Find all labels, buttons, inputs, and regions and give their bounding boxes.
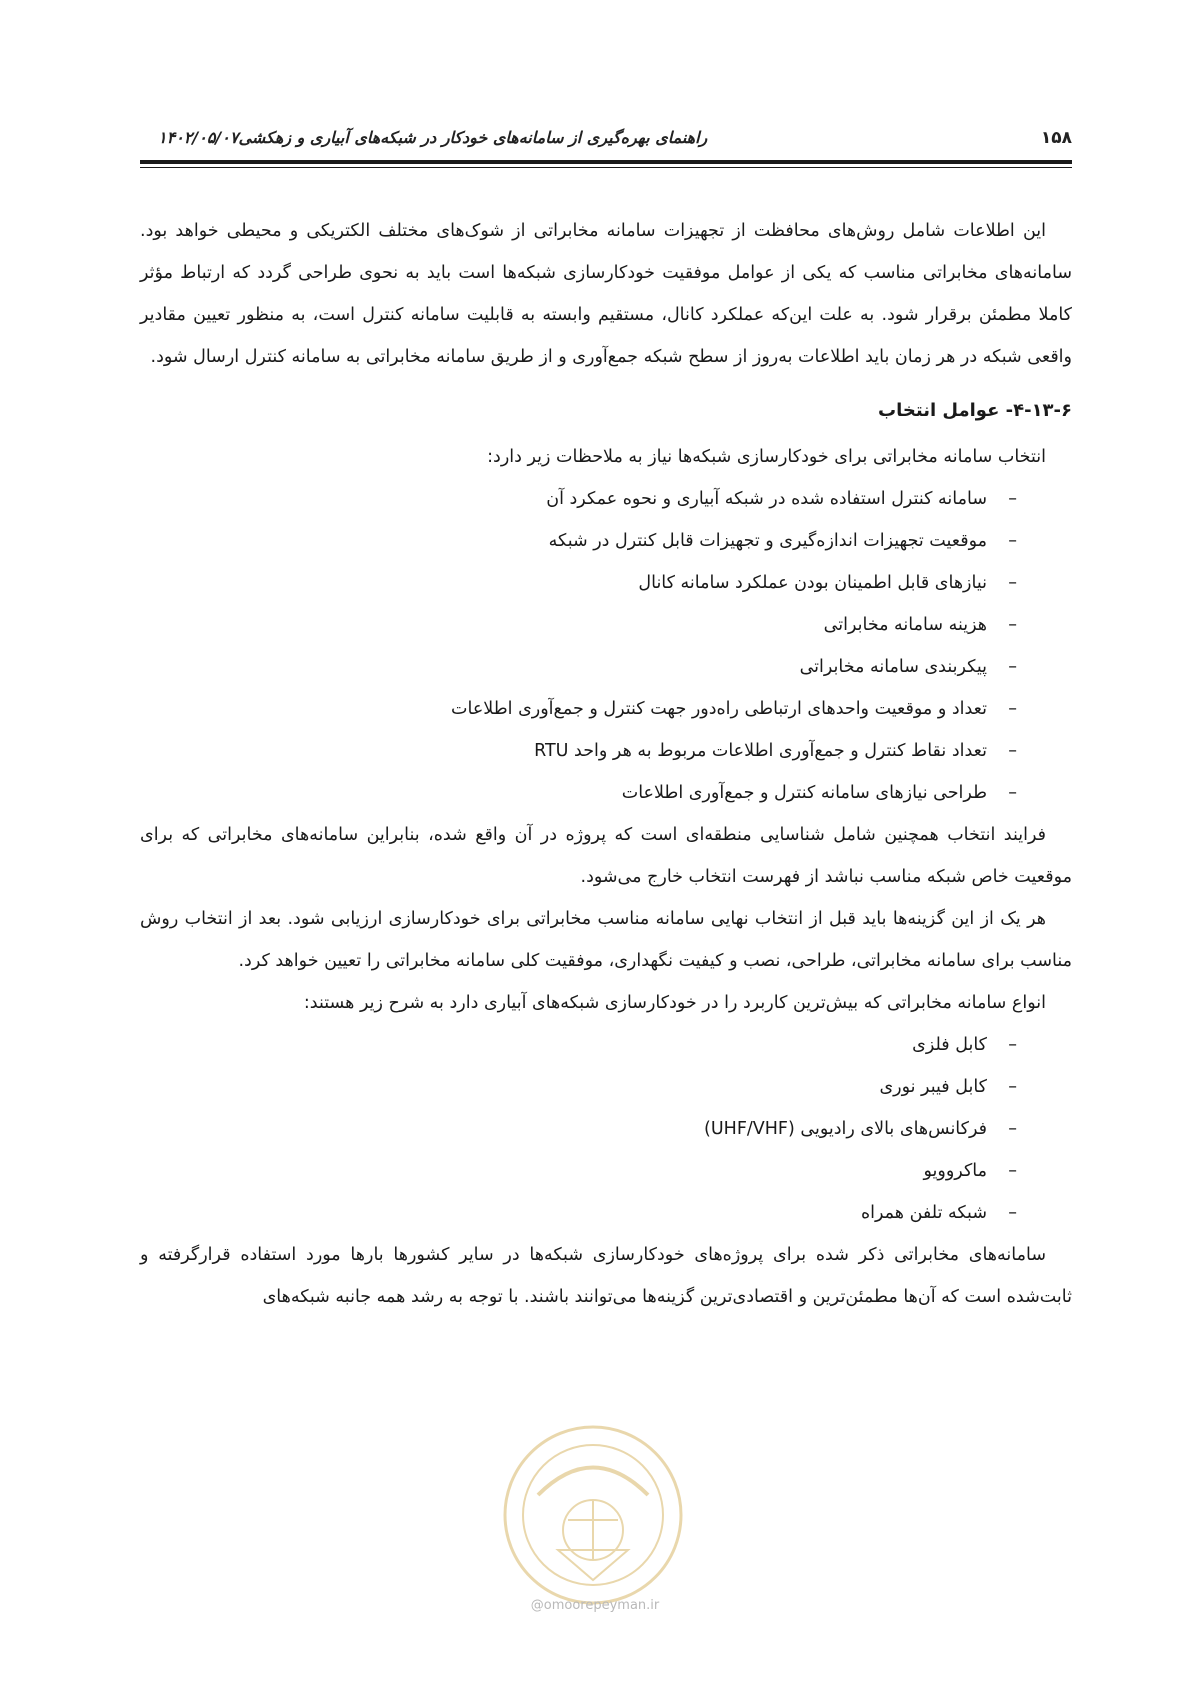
list-item: –کابل فیبر نوری	[140, 1066, 1017, 1108]
bullet-marker: –	[1008, 699, 1017, 719]
list-item: –هزینه سامانه مخابراتی	[140, 604, 1017, 646]
bullet-marker: –	[1008, 489, 1017, 509]
paragraph-evaluation: هر یک از این گزینه‌ها باید قبل از انتخاب نهایی سامانه مناسب مخابراتی برای خودکارسازی ارزیابی شود. بعد از انتخاب روش مناسب برای سامانه مخابراتی، طراحی، نصب و کیفیت نگهداری، موفقیت کلی سامانه مخابراتی را تعیین خواهد کرد.	[140, 909, 1072, 971]
bullet-marker: –	[1008, 1035, 1017, 1055]
page-number: ۱۵۸	[1040, 128, 1072, 148]
bullet-marker: –	[1008, 657, 1017, 677]
paragraph-selection-intro: انتخاب سامانه مخابراتی برای خودکارسازی شبکه‌ها نیاز به ملاحظات زیر دارد:	[487, 447, 1046, 467]
bullet-marker: –	[1008, 531, 1017, 551]
watermark-url: @omoorepeyman.ir	[530, 1598, 660, 1613]
body-text	[140, 210, 1072, 1318]
bullet-marker: –	[1008, 615, 1017, 635]
list-item: –پیکربندی سامانه مخابراتی	[140, 646, 1017, 688]
section-heading: ۴-۱۳-۶- عوامل انتخاب	[878, 400, 1072, 421]
bullet-marker: –	[1008, 1203, 1017, 1223]
running-header	[140, 124, 1072, 152]
list-item: –شبکه تلفن همراه	[140, 1192, 1017, 1234]
list-item: –طراحی نیازهای سامانه کنترل و جمع‌آوری اطلاعات	[140, 772, 1017, 814]
header-date: ۱۴۰۲/۰۵/۰۷	[158, 128, 239, 147]
bullet-marker: –	[1008, 1119, 1017, 1139]
header-rule-thick	[140, 160, 1072, 164]
list-item: –نیازهای قابل اطمینان بودن عملکرد سامانه کانال	[140, 562, 1017, 604]
paragraph-region: فرایند انتخاب همچنین شامل شناسایی منطقه‌ای است که پروژه در آن واقع شده، بنابراین سامانه‌های مخابراتی که برای موقعیت خاص شبکه مناسب نباشد از فهرست انتخاب خارج می‌شود.	[140, 825, 1072, 887]
running-title	[140, 128, 707, 147]
list-item: –ماکروویو	[140, 1150, 1017, 1192]
list-item: –موقعیت تجهیزات اندازه‌گیری و تجهیزات قابل کنترل در شبکه	[140, 520, 1017, 562]
paragraph-intro: این اطلاعات شامل روش‌های محافظت از تجهیزات سامانه مخابراتی از شوک‌های مختلف الکتریکی و محیطی خواهد بود. سامانه‌های مخابراتی مناسب که یکی از عوامل موفقیت خودکارسازی شبکه‌ها است باید به نحوی طراحی گردد که ارتباط مؤثر کاملا مطمئن برقرار شود. به علت این‌که عملکرد کانال، مستقیم وابسته به قابلیت سامانه کنترل است، به منظور تعیین مقادیر واقعی شبکه در هر زمان باید اطلاعات به‌روز از سطح شبکه جمع‌آوری و از طریق سامانه مخابراتی به سامانه کنترل ارسال شود.	[140, 221, 1072, 367]
paragraph-conclusion: سامانه‌های مخابراتی ذکر شده برای پروژه‌های خودکارسازی شبکه‌ها در سایر کشورها بارها مورد استفاده قرارگرفته و ثابت‌شده است که آن‌ها مطمئن‌ترین و اقتصادی‌ترین گزینه‌ها می‌توانند باشند. با توجه به رشد همه جانبه شبکه‌های	[140, 1245, 1072, 1307]
list-item: –کابل فلزی	[140, 1024, 1017, 1066]
list-item: –فرکانس‌های بالای رادیویی (UHF/VHF)	[140, 1108, 1017, 1150]
header-rule-thin	[140, 167, 1072, 168]
bullet-marker: –	[1008, 741, 1017, 761]
header-title-text: راهنمای بهره‌گیری از سامانه‌های خودکار در شبکه‌های آبیاری و زهکشی	[238, 128, 708, 147]
bullet-marker: –	[1008, 1077, 1017, 1097]
list-item: –سامانه کنترل استفاده شده در شبکه آبیاری و نحوه عمکرد آن	[140, 478, 1017, 520]
bullet-marker: –	[1008, 783, 1017, 803]
paragraph-types-intro: انواع سامانه مخابراتی که بیش‌ترین کاربرد را در خودکارسازی شبکه‌های آبیاری دارد به شرح زیر هستند:	[303, 993, 1046, 1013]
list-item: –تعداد نقاط کنترل و جمع‌آوری اطلاعات مربوط به هر واحد RTU	[140, 730, 1017, 772]
watermark-seal-icon	[498, 1420, 688, 1610]
bullet-marker: –	[1008, 573, 1017, 593]
bullet-marker: –	[1008, 1161, 1017, 1181]
selection-criteria-list	[140, 478, 1072, 814]
list-item: –تعداد و موقعیت واحدهای ارتباطی راه‌دور جهت کنترل و جمع‌آوری اطلاعات	[140, 688, 1017, 730]
communication-types-list	[140, 1024, 1072, 1234]
